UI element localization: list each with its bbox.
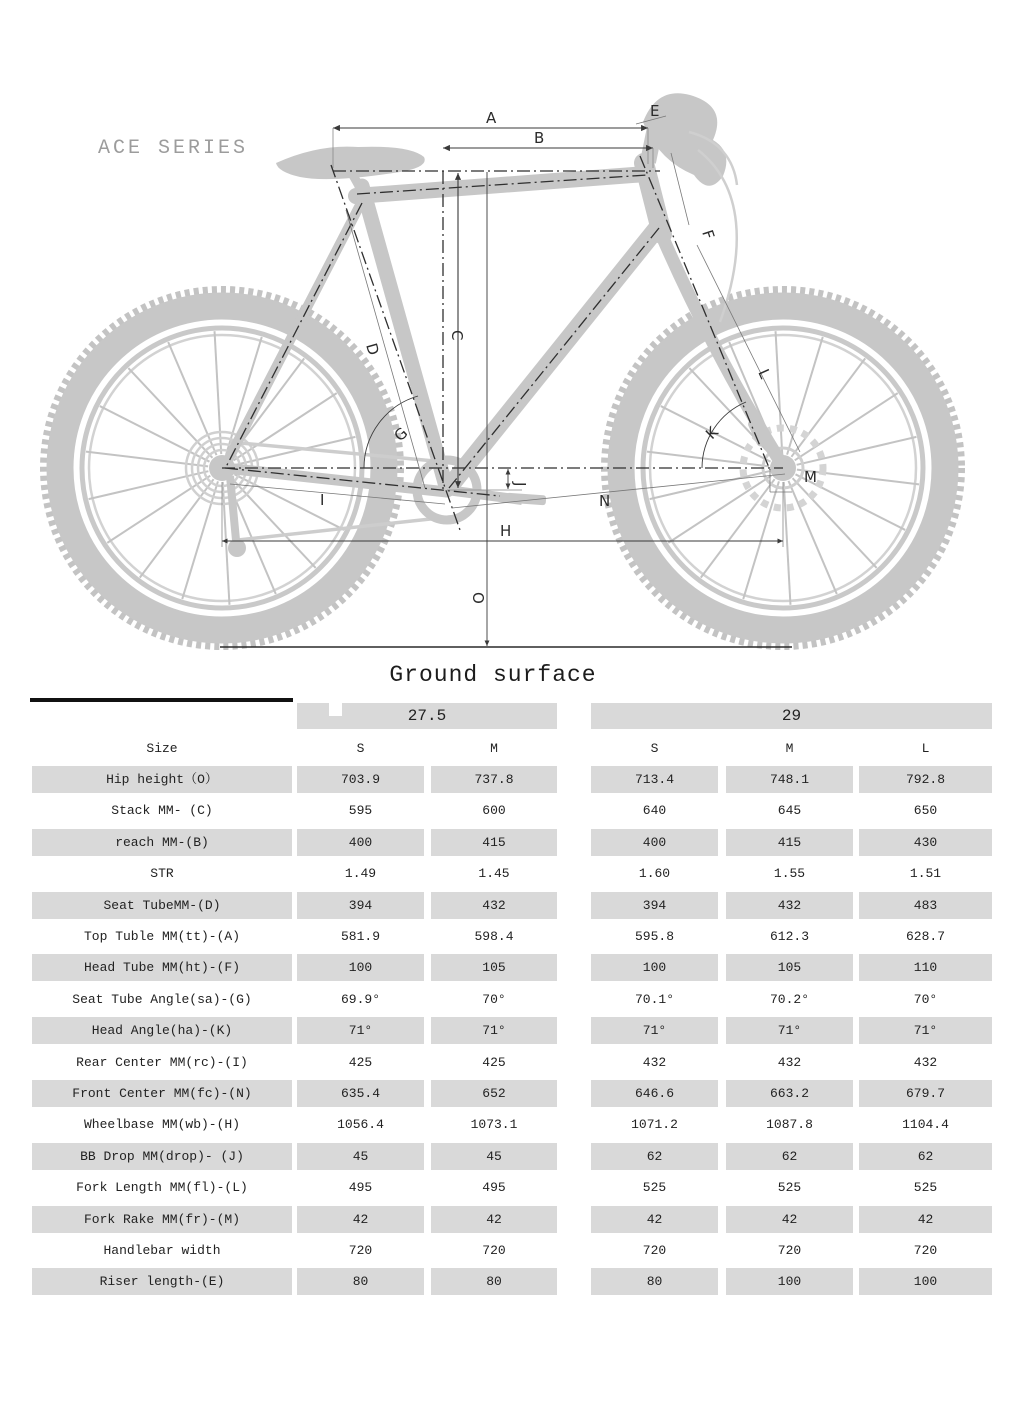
cell-value: 105 <box>431 954 557 981</box>
row-label: Riser length-(E) <box>32 1268 292 1295</box>
cell-value: 70° <box>482 991 506 1007</box>
row-label: Head Tube MM(ht)-(F) <box>32 954 292 981</box>
dim-label-A: A <box>486 109 497 127</box>
row-label: Hip height（O） <box>32 766 292 793</box>
cell-value: 70.2° <box>769 991 809 1007</box>
table-row <box>0 1172 1024 1203</box>
cell-value: 720 <box>348 1243 373 1258</box>
cell-value: 400 <box>297 829 424 856</box>
cell-value: 495 <box>348 1180 373 1196</box>
cell-value: 650 <box>913 803 938 819</box>
size-header-row <box>0 733 1024 764</box>
dim-label-H: H <box>500 522 512 540</box>
cell-value: 45 <box>297 1143 424 1170</box>
cell-value: 80 <box>591 1268 718 1295</box>
row-label: Handlebar width <box>103 1243 221 1258</box>
cell-value: 1073.1 <box>470 1117 518 1133</box>
cell-value: 720 <box>777 1243 802 1258</box>
dim-label-E: E <box>650 102 660 120</box>
cell-value: 70° <box>913 991 938 1007</box>
cell-value: 425 <box>348 1054 373 1070</box>
cell-value: 525 <box>913 1180 938 1196</box>
cell-value: 100 <box>591 954 718 981</box>
cell-value: 69.9° <box>340 991 380 1007</box>
cell-value: 100 <box>726 1268 853 1295</box>
table-row <box>0 1109 1024 1140</box>
cell-value: 703.9 <box>297 766 424 793</box>
cell-value: 713.4 <box>591 766 718 793</box>
cell-value: 432 <box>642 1054 667 1070</box>
cell-value: 645 <box>777 803 802 819</box>
cell-value: 71° <box>859 1017 992 1044</box>
cell-value: 737.8 <box>431 766 557 793</box>
header-notch <box>329 703 342 716</box>
row-label: reach MM-(B) <box>32 829 292 856</box>
cell-value: 432 <box>726 892 853 919</box>
cell-value: 71° <box>431 1017 557 1044</box>
col-header: S <box>650 741 659 756</box>
table-row <box>0 795 1024 826</box>
table-row <box>0 1141 1024 1172</box>
cell-value: 42 <box>431 1206 557 1233</box>
dimension-lines <box>220 116 800 647</box>
table-row <box>0 858 1024 889</box>
cell-value: 432 <box>777 1054 802 1070</box>
row-label: Seat TubeMM-(D) <box>32 892 292 919</box>
saddle <box>276 147 425 180</box>
cell-value: 430 <box>859 829 992 856</box>
series-title: ACE SERIES <box>98 137 249 160</box>
table-row <box>0 1015 1024 1046</box>
col-header: M <box>785 741 794 756</box>
cell-value: 100 <box>297 954 424 981</box>
row-label: Rear Center MM(rc)-(I) <box>76 1054 248 1070</box>
cell-value: 100 <box>859 1268 992 1295</box>
col-header: M <box>490 741 498 756</box>
cell-value: 42 <box>859 1206 992 1233</box>
cell-value: 432 <box>431 892 557 919</box>
cell-value: 646.6 <box>591 1080 718 1107</box>
cell-value: 612.3 <box>769 929 809 944</box>
cell-value: 720 <box>642 1243 667 1258</box>
cell-value: 1071.2 <box>631 1117 678 1133</box>
wheel-group-29 <box>591 703 992 729</box>
row-label: Front Center MM(fc)-(N) <box>32 1080 292 1107</box>
cell-value: 720 <box>482 1243 506 1258</box>
wheel-group-27-5 <box>297 703 557 729</box>
table-row <box>0 1204 1024 1235</box>
row-label: Wheelbase MM(wb)-(H) <box>83 1117 241 1133</box>
dim-label-I: I <box>320 491 325 509</box>
dim-label-C: C <box>448 330 466 341</box>
cell-value: 425 <box>482 1054 506 1070</box>
bike-silhouette <box>46 93 959 644</box>
cell-value: 1.55 <box>773 866 806 882</box>
row-label: Top Tuble MM(tt)-(A) <box>83 929 241 944</box>
cell-value: 598.4 <box>474 929 514 944</box>
table-row <box>0 1078 1024 1109</box>
cell-value: 1056.4 <box>337 1117 384 1133</box>
table-row <box>0 890 1024 921</box>
cell-value: 595 <box>348 803 373 819</box>
cell-value: 595.8 <box>634 929 674 944</box>
cell-value: 581.9 <box>340 929 380 944</box>
dim-label-D: D <box>362 341 383 358</box>
cell-value: 42 <box>591 1206 718 1233</box>
table-row <box>0 984 1024 1015</box>
cell-value: 62 <box>726 1143 853 1170</box>
cell-value: 62 <box>859 1143 992 1170</box>
cell-value: 105 <box>726 954 853 981</box>
table-row <box>0 827 1024 858</box>
cell-value: 394 <box>591 892 718 919</box>
cell-value: 1.51 <box>909 866 942 882</box>
wheel-group-label: 27.5 <box>407 707 447 725</box>
cell-value: 600 <box>482 803 506 819</box>
row-label: Seat Tube Angle(sa)-(G) <box>72 991 252 1007</box>
cell-value: 70.1° <box>634 991 674 1007</box>
cell-value: 42 <box>297 1206 424 1233</box>
dim-label-K: K <box>702 423 722 443</box>
cell-value: 400 <box>591 829 718 856</box>
size-header: Size <box>146 741 178 756</box>
wheel-group-label: 29 <box>781 707 802 725</box>
dim-label-M: M <box>804 468 817 486</box>
col-header: S <box>356 741 365 756</box>
cell-value: 525 <box>777 1180 802 1196</box>
row-label: Head Angle(ha)-(K) <box>32 1017 292 1044</box>
cell-value: 80 <box>297 1268 424 1295</box>
cell-value: 1.60 <box>638 866 671 882</box>
cell-value: 80 <box>431 1268 557 1295</box>
table-row <box>0 764 1024 795</box>
row-label: STR <box>150 866 174 882</box>
cell-value: 1104.4 <box>902 1117 949 1133</box>
cell-value: 432 <box>913 1054 938 1070</box>
row-label: BB Drop MM(drop)- (J) <box>32 1143 292 1170</box>
dim-label-G: G <box>390 423 412 445</box>
cell-value: 1.45 <box>478 866 510 882</box>
cell-value: 679.7 <box>859 1080 992 1107</box>
dim-label-F: F <box>698 227 718 242</box>
cell-value: 663.2 <box>726 1080 853 1107</box>
row-label: Fork Rake MM(fr)-(M) <box>32 1206 292 1233</box>
cell-value: 415 <box>431 829 557 856</box>
cell-value: 42 <box>726 1206 853 1233</box>
dim-label-B: B <box>534 129 545 147</box>
cell-value: 628.7 <box>905 929 945 944</box>
cell-value: 792.8 <box>859 766 992 793</box>
table-row <box>0 952 1024 983</box>
cell-value: 525 <box>642 1180 667 1196</box>
dim-label-L: L <box>754 366 775 382</box>
cell-value: 1087.8 <box>766 1117 813 1133</box>
col-header: L <box>921 741 930 756</box>
cell-value: 748.1 <box>726 766 853 793</box>
cell-value: 71° <box>591 1017 718 1044</box>
table-row <box>0 1266 1024 1297</box>
cell-value: 110 <box>859 954 992 981</box>
cell-value: 71° <box>726 1017 853 1044</box>
table-row <box>0 1235 1024 1266</box>
cell-value: 62 <box>591 1143 718 1170</box>
cell-value: 720 <box>913 1243 938 1258</box>
cell-value: 635.4 <box>297 1080 424 1107</box>
cell-value: 45 <box>431 1143 557 1170</box>
table-row <box>0 1047 1024 1078</box>
ground-surface-label: Ground surface <box>389 662 597 688</box>
cell-value: 652 <box>431 1080 557 1107</box>
bike-geometry-diagram <box>0 0 1024 700</box>
dim-label-J: J <box>511 482 529 487</box>
cell-value: 483 <box>859 892 992 919</box>
cell-value: 394 <box>297 892 424 919</box>
dim-label-O: O <box>469 592 487 604</box>
dim-label-N: N <box>599 492 611 510</box>
table-top-rule <box>30 698 293 702</box>
cell-value: 71° <box>297 1017 424 1044</box>
row-label: Stack MM- (C) <box>111 803 213 819</box>
cell-value: 415 <box>726 829 853 856</box>
row-label: Fork Length MM(fl)-(L) <box>76 1180 248 1196</box>
table-row <box>0 921 1024 952</box>
cell-value: 1.49 <box>344 866 377 882</box>
cell-value: 640 <box>642 803 667 819</box>
cell-value: 495 <box>482 1180 506 1196</box>
